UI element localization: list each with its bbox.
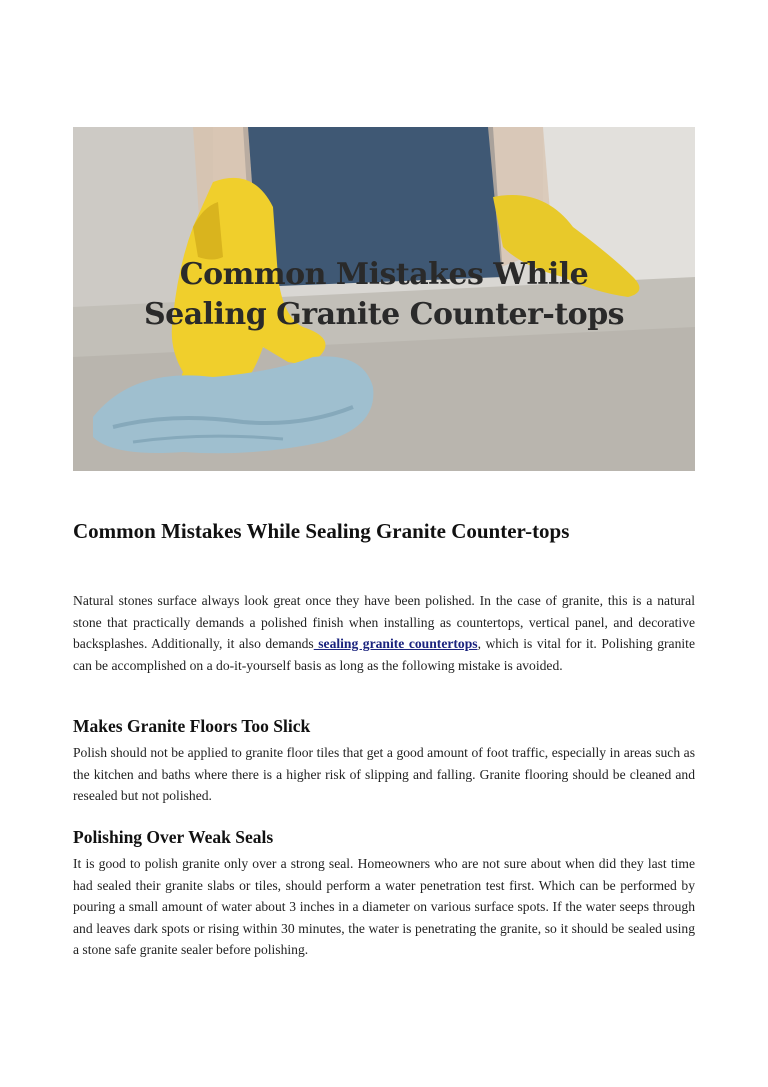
article-title: Common Mistakes While Sealing Granite Counter-tops: [73, 519, 570, 543]
intro-text-after-link: , which is vital for it. Polishing granite can be accomplished on a do-it-yourself basis as long as the following mistake is avoided.: [73, 636, 695, 673]
intro-paragraph: [73, 590, 695, 676]
hero-title: [73, 255, 695, 335]
hero-title-line-1: Common Mistakes While: [179, 257, 589, 292]
hero-image: [73, 127, 695, 471]
hero-title-line-2: Sealing Granite Counter-tops: [143, 297, 625, 332]
intro-text-before-link: Natural stones surface always look great once they have been polished. In the case of granite, this is a natural stone that practically demands a polished finish when installing as countertops, vertical panel, and decorative backsplashes. Additionally, it also demands: [73, 593, 695, 651]
section-heading-weak-seals: Polishing Over Weak Seals: [73, 827, 274, 847]
sealing-granite-countertops-link[interactable]: sealing granite countertops: [313, 636, 478, 651]
section-heading-slick-floors: Makes Granite Floors Too Slick: [73, 716, 311, 736]
section-body-weak-seals: It is good to polish granite only over a strong seal. Homeowners who are not sure about when did they last time had sealed their granite slabs or tiles, should perform a water penetration test first. Which can be performed by pouring a small amount of water about 3 inches in a diameter on various surface spots. If the water seeps through and leaves dark spots or rising within 30 minutes, the water is penetrating the granite, so it should be sealed using a stone safe granite sealer before polishing.: [73, 856, 695, 957]
section-body-slick-floors: Polish should not be applied to granite floor tiles that get a good amount of foot traffic, especially in areas such as the kitchen and baths where there is a higher risk of slipping and falling. Granite flooring should be cleaned and resealed but not polished.: [73, 745, 695, 803]
